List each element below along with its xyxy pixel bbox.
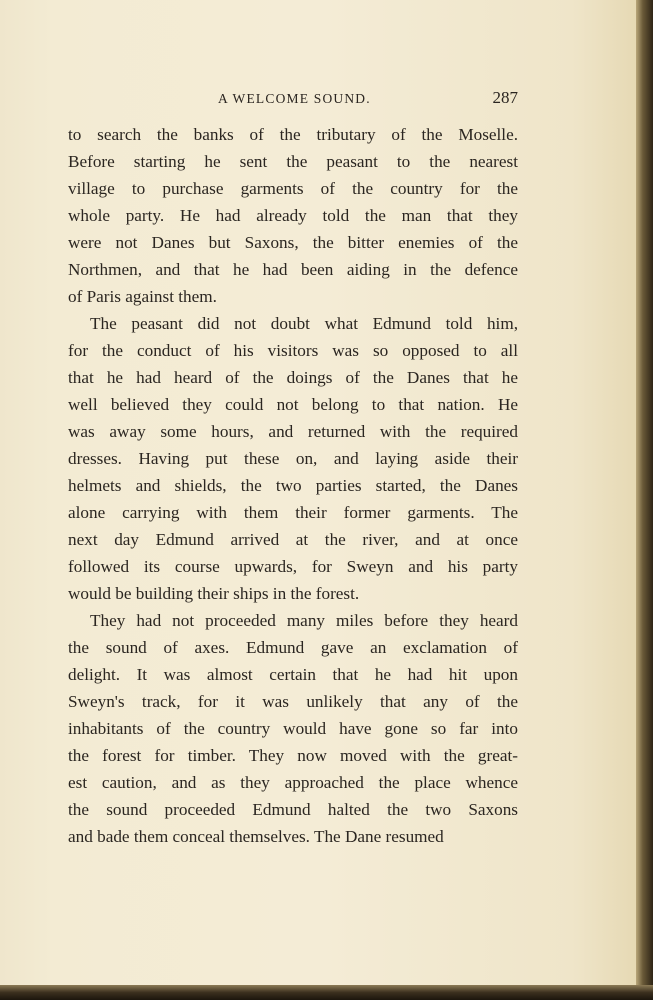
- text-line: Northmen, and that he had been aiding in the defence: [68, 260, 518, 279]
- text-line: were not Danes but Saxons, the bitter enemies of the: [68, 233, 518, 252]
- text-line: would be building their ships in the forest.: [68, 584, 360, 603]
- bottom-edge-shadow: [0, 985, 653, 1000]
- text-line: of Paris against them.: [68, 287, 217, 306]
- running-head: [70, 88, 518, 112]
- text-line: was away some hours, and returned with the required: [68, 422, 518, 441]
- text-line: They had not proceeded many miles before they heard: [90, 611, 518, 630]
- text-line: the forest for timber. They now moved with the great-: [68, 746, 518, 765]
- text-line: followed its course upwards, for Sweyn and his party: [68, 557, 518, 576]
- text-line: helmets and shields, the two parties started, the Danes: [68, 476, 518, 495]
- text-line: for the conduct of his visitors was so opposed to all: [68, 341, 518, 360]
- text-line: inhabitants of the country would have gone so far into: [68, 719, 518, 738]
- text-line: village to purchase garments of the country for the: [68, 179, 518, 198]
- text-line: next day Edmund arrived at the river, and at once: [68, 530, 518, 549]
- page-number: 287: [492, 88, 518, 107]
- text-line: the sound proceeded Edmund halted the two Saxons: [68, 800, 518, 819]
- text-line: est caution, and as they approached the place whence: [68, 773, 518, 792]
- text-line: The peasant did not doubt what Edmund told him,: [90, 314, 518, 333]
- text-line: delight. It was almost certain that he had hit upon: [68, 665, 518, 684]
- text-line: and bade them conceal themselves. The Dane resumed: [68, 827, 444, 846]
- paragraph: [68, 310, 518, 607]
- paragraph: [68, 607, 518, 850]
- text-line: to search the banks of the tributary of the Moselle.: [68, 125, 518, 144]
- running-title: A WELCOME SOUND.: [218, 91, 371, 106]
- text-line: dresses. Having put these on, and laying aside their: [68, 449, 518, 468]
- text-line: alone carrying with them their former garments. The: [68, 503, 518, 522]
- text-line: whole party. He had already told the man that they: [68, 206, 518, 225]
- text-line: well believed they could not belong to that nation. He: [68, 395, 518, 414]
- text-line: Sweyn's track, for it was unlikely that any of the: [68, 692, 518, 711]
- body-text: [68, 121, 518, 850]
- paragraph: [68, 121, 518, 310]
- page-edge-shadow: [636, 0, 653, 1000]
- text-line: Before starting he sent the peasant to the nearest: [68, 152, 518, 171]
- text-line: that he had heard of the doings of the Danes that he: [68, 368, 518, 387]
- text-line: the sound of axes. Edmund gave an exclamation of: [68, 638, 518, 657]
